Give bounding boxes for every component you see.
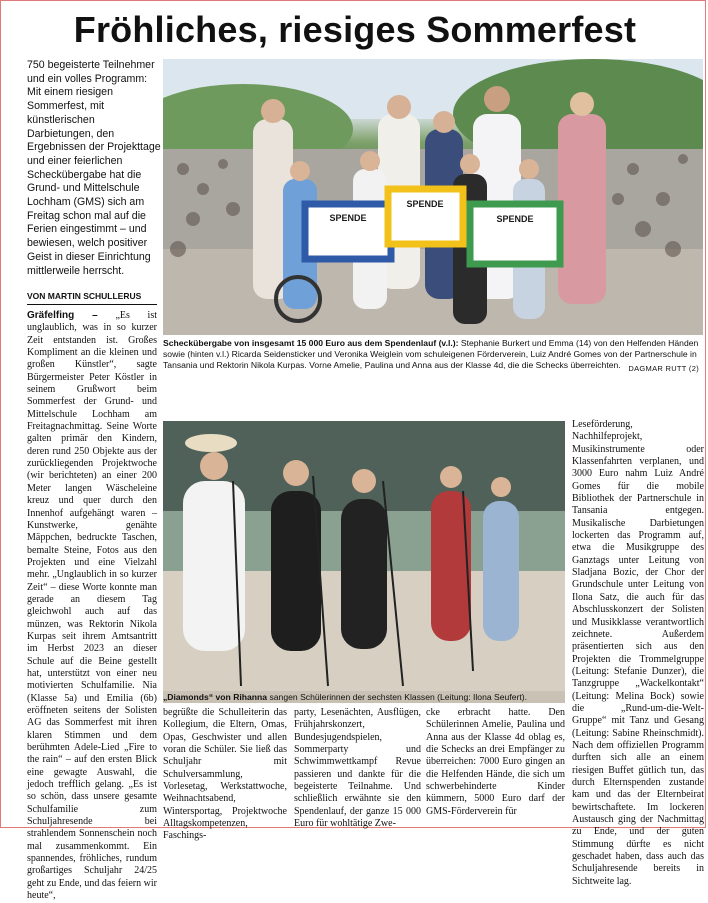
lead-paragraph: 750 begeisterte Teilnehmer und ein volles Programm: Mit einem riesigen Sommerfest, mit künstlerischen Darbietungen, den Ergebnissen der Projekttage und einer feierlichen Scheckübergabe hat die Grund- und Mittelschule Lochham (GMS) sich am Freitag schon mal auf die Ferien eingestimmt – und bewiesen, welch positiver Geist in dieser Einrichtung mittlerweile herrscht. xyxy=(27,59,161,277)
article-column-3: party, Lesenächten, Ausflügen, Frühjahrskonzert, Bundesjugendspielen, Sommerparty und Schwimmwettkampf Revue passieren und dankte für die begeisterte Teilnahme. Und schließlich erwähnte sie den Spendenlauf, der ganze 15 000 Euro für wohltätige Zwe- xyxy=(294,707,421,830)
article-column-1 xyxy=(27,310,157,903)
article-column-5: Leseförderung, Nachhilfeprojekt, Musikinstrumente oder Klassenfahrten verplanen, und 3000 Euro nahm Luiz André Gomes für die mobile Bibliothek der Partnerschule in Tansania entgegen. Musikalische Darbietungen lockerten das Programm auf, etwa die Musikgruppe des Ganztags unter Leitung von Sladjana Bozic, der Chor der Grundschule unter Leitung von Ilona Satz, die auch für das Abschlusskonzert der Solisten und Musikklasse verantwortlich zeichnete. Außerdem präsentierten sich aus den Projekten die Trommelgruppe (Leitung: Stefanie Dunzer), die Tanzgruppe „Wackelkontakt“ (Leitung: Melina Bock) sowie die „Rund-um-die-Welt-Gruppe“ mit Tanz und Gesang (Leitung: Sabine Rheinschmidt). Nach dem offiziellen Programm durften sich alle an einem riesigen Buffet gütlich tun, das durch Elternspenden zustande kam und das der Elternbeirat bewirtschaftete. Im lockeren Austausch ging der Nachmittag zu Ende, und der guten Stimmung dürfte es nicht geschadet haben, dass auch das Schuljahresende bereits in Sichtweite lag. xyxy=(572,419,704,887)
article-column-2: begrüßte die Schulleiterin das Kollegium, die Eltern, Omas, Opas, Geschwister und allen voran die Schüler. Sie ließ das Schuljahr mit Schulversammlung, Vorlesetag, Werkstattwoche, Weihnachtsabend, Wintersportag, Projektwoche Alltagskompetenzen, Faschings- xyxy=(163,707,287,842)
dateline: Gräfelfing – xyxy=(27,310,98,321)
photo-caption-2 xyxy=(163,692,565,703)
caption2-bold: „Diamonds“ von Rihanna xyxy=(163,692,268,702)
caption2-text: sangen Schülerinnen der sechsten Klassen (Leitung: Ilona Seufert). xyxy=(267,692,527,702)
headline: Fröhliches, riesiges Sommerfest xyxy=(73,9,637,50)
sign-blue-label: SPENDE xyxy=(329,213,367,223)
article-column-4: cke erbracht hatte. Den Schülerinnen Amelie, Paulina und Anna aus der Klasse 4d oblag es, die Schecks an drei Empfänger zu überreichen: 7000 Euro gingen an die Helfenden Hände, die sich um schwerbehinderte Kinder kümmern, 5000 Euro darf der GMS-Förderverein für xyxy=(426,707,565,817)
photo-singers xyxy=(163,421,565,703)
sign-green-label: SPENDE xyxy=(496,214,534,224)
photo-cheque-illustration xyxy=(163,59,703,335)
caption1-bold: Scheckübergabe von insgesamt 15 000 Euro aus dem Spendenlauf (v.l.): xyxy=(163,338,459,348)
photo-credit: DAGMAR RUTT (2) xyxy=(628,364,699,373)
photo-caption-1 xyxy=(163,338,703,371)
caption1-text: Stephanie Burkert und Emma (14) von den Helfenden Händen sowie (hinten v.l.) Ricarda Seidensticker und Veronika Weiglein vom schuleigenen Förderverein, Luiz André Gomes von der Partnerschule in Tansania und Rektorin Nikola Kurpas. Vorne Amelie, Paulina und Anna aus der Klasse 4d, die die Schecks überreichten. xyxy=(163,338,699,370)
sign-yellow-label: SPENDE xyxy=(406,199,444,209)
photo-cheque-handover xyxy=(163,59,703,335)
author-byline: VON MARTIN SCHULLERUS xyxy=(27,291,157,305)
photo-singers-illustration xyxy=(163,421,565,691)
article-text-1: „Es ist unglaublich, was in so kurzer Zeit entstanden ist. Großes Kompliment an die kleinen und großen Künstler“, sagte Bürgermeister Peter Köstler in seinem Grußwort beim Sommerfest der Grund- und Mittelschule Lochham am Freitagnachmittag. Seine Worte galten primär den Kindern, deren rund 250 Objekte aus der zurückliegenden Projektwoche (wir berichteten) an einer 200 Meter langen Wäscheleine kreuz und quer durch den Innenhof aufgehängt waren – Kunstwerke, genähte Mäppchen, bedruckte Taschen, bemalte Steine, Fotos aus den Projekten und eine Vielzahl mehr. „Unglaublich in so kurzer Zeit“ – diese Worte konnte man gerade an diesem Tag gleichwohl auch auf das münzen, was Rektorin Nikola Kurpas seit ihrem Amtsantritt im Herbst 2023 an dieser Schule auf die Beine gestellt hat, unterstützt von einer neu motivierten Schulfamilie. Nia (Klasse 5a) und Emilia (6b) eröffneten seitens der Solisten AG das Sommerfest mit ihren klaren Stimmen und dem berühmten Adele-Lied „Fire to the rain“ – auf den ersten Blick eine gewagte Auswahl, die jedoch trefflich gelang. „Es ist so schön, dass unsere gesamte Schulfamilie zum Schuljahresende bei strahlendem Sonnenschein noch mal zusammenkommt. Ein spannendes, fröhliches, rundum großartiges Schuljahr 24/25 geht zu Ende, und das feiern wir heute“, xyxy=(27,310,158,902)
